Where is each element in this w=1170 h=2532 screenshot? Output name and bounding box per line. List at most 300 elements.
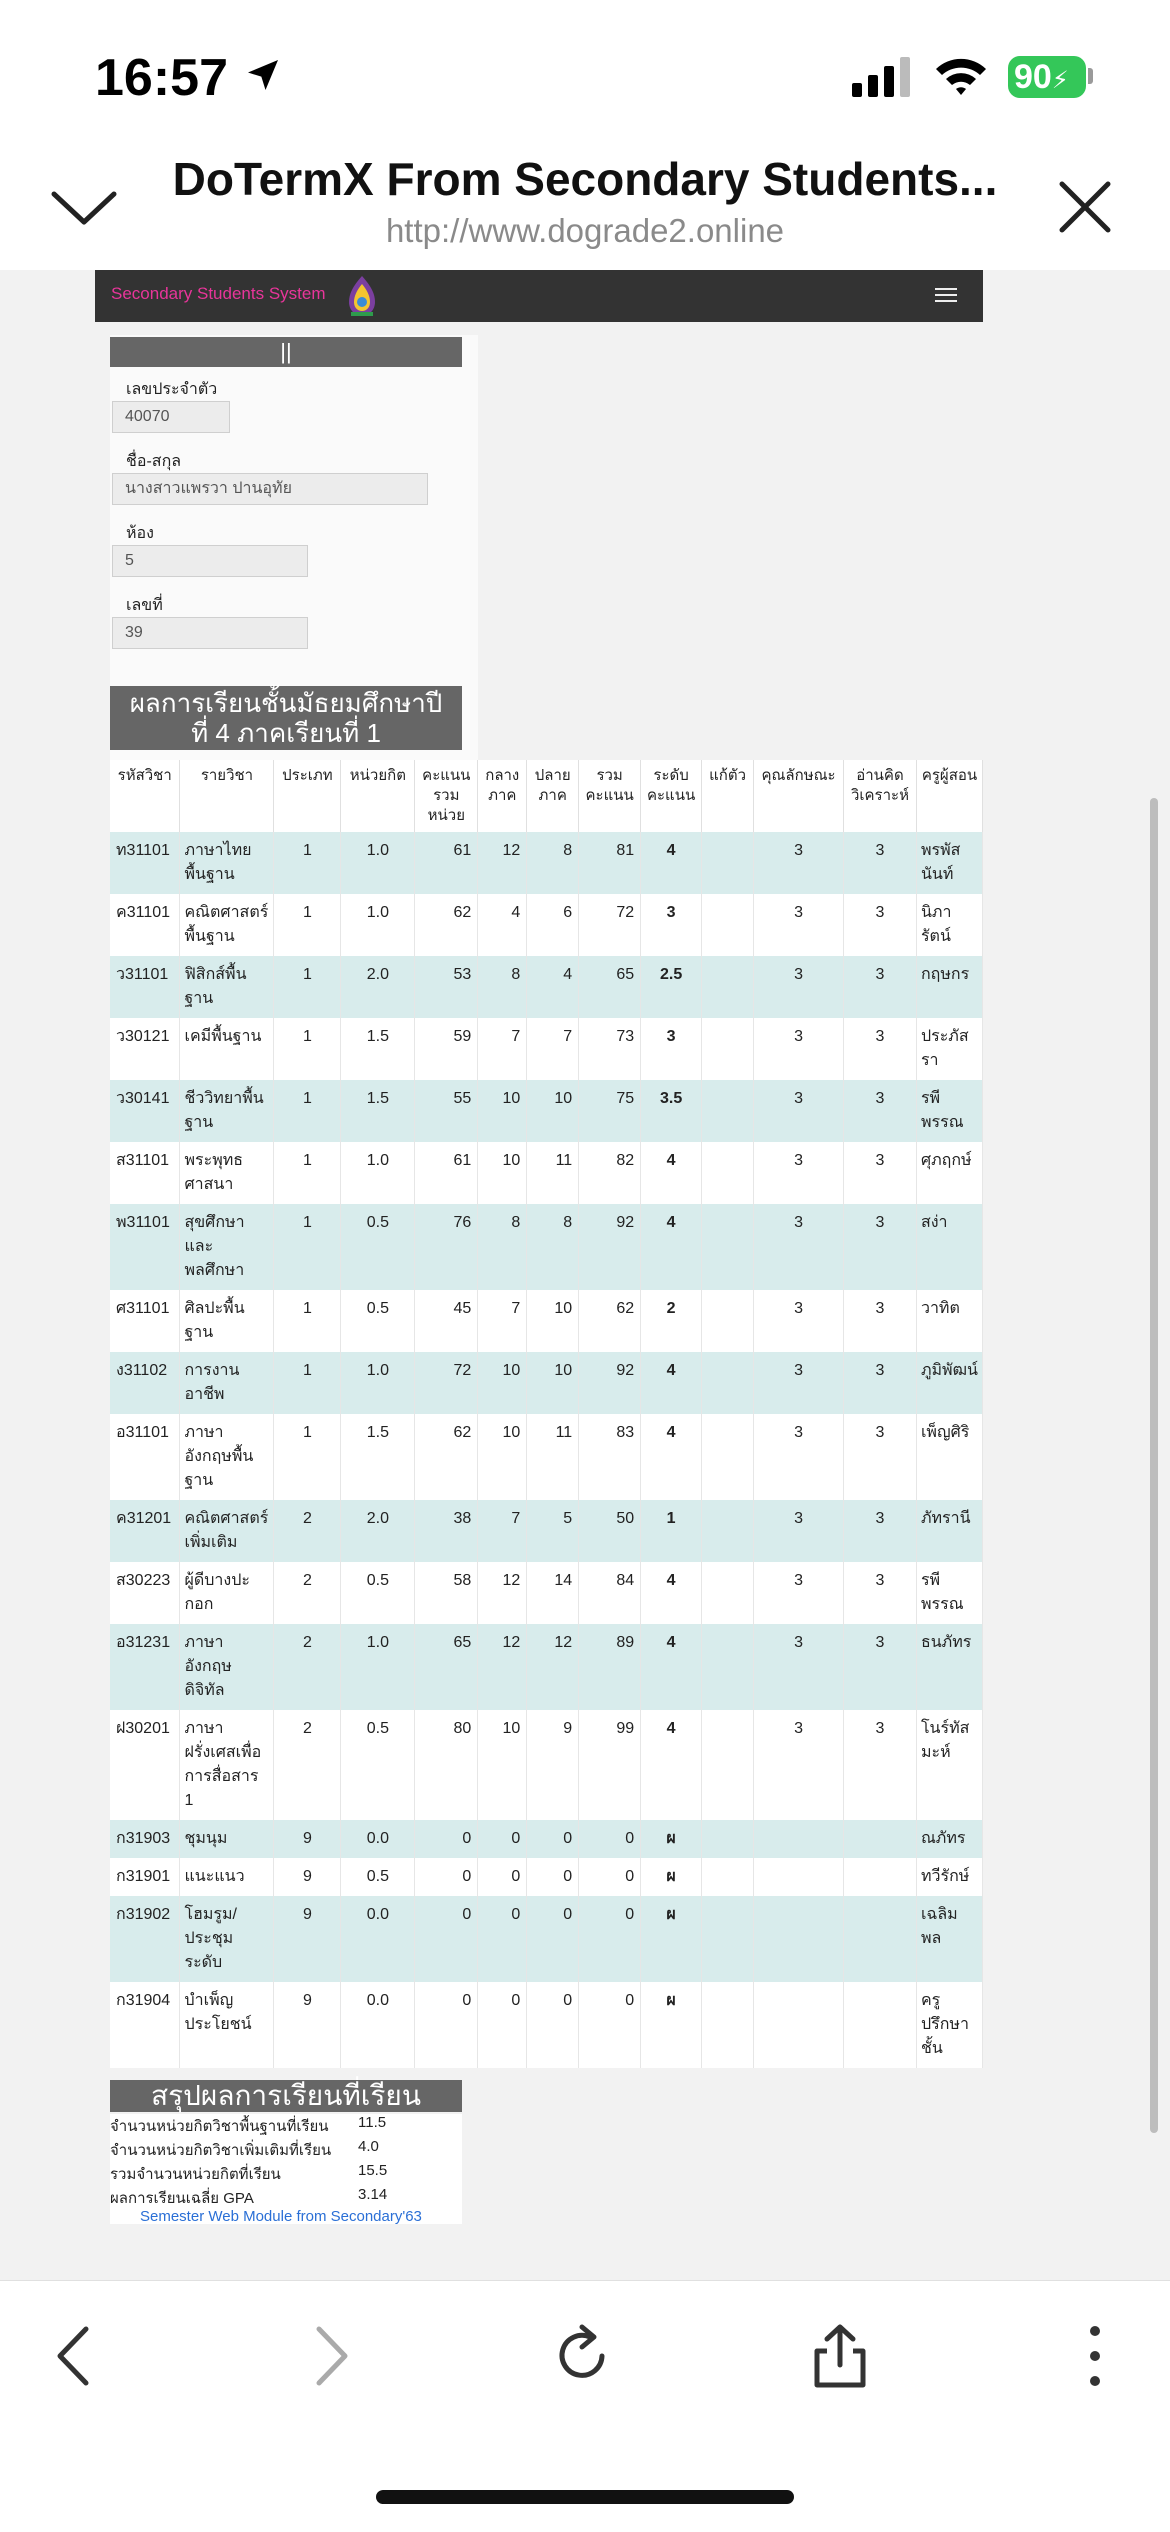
cell-grade: 4 [641, 832, 702, 894]
cell-unit: 53 [415, 956, 478, 1018]
table-row [110, 1500, 983, 1562]
web-content [0, 270, 1170, 2280]
cell-final: 0 [527, 1896, 579, 1982]
summary-total-credits-label: รวมจำนวนหน่วยกิตที่เรียน [110, 2166, 281, 2183]
cell-final: 0 [527, 1982, 579, 2068]
cell-unit: 38 [415, 1500, 478, 1562]
cell-name: ภาษาอังกฤษพื้นฐาน [180, 1414, 274, 1500]
cell-read: 3 [844, 1414, 917, 1500]
cell-teacher: พรพัสนันท์ [916, 832, 982, 894]
cell-name: ชุมนุม [180, 1820, 274, 1858]
cell-mid: 10 [478, 1080, 527, 1142]
cell-read: 3 [844, 1290, 917, 1352]
cell-trait: 3 [754, 1624, 844, 1710]
cell-teacher: เฉลิมพล [916, 1896, 982, 1982]
cell-grade: 2.5 [641, 956, 702, 1018]
cell-name: เคมีพื้นฐาน [180, 1018, 274, 1080]
cell-credit: 1.0 [341, 1352, 415, 1414]
cell-total: 92 [579, 1204, 641, 1290]
chevron-down-icon[interactable] [50, 188, 118, 228]
cell-trait [754, 1820, 844, 1858]
school-logo-icon [345, 274, 379, 318]
cell-total: 84 [579, 1562, 641, 1624]
cell-final: 14 [527, 1562, 579, 1624]
cell-grade: 3 [641, 894, 702, 956]
back-icon[interactable] [40, 2321, 110, 2391]
cell-grade: 3.5 [641, 1080, 702, 1142]
cell-type: 2 [274, 1624, 341, 1710]
cell-read: 3 [844, 1142, 917, 1204]
cellular-signal-icon [852, 57, 914, 97]
cell-code: พ31101 [110, 1204, 180, 1290]
cell-code: ค31201 [110, 1500, 180, 1562]
battery-cap [1088, 68, 1093, 84]
student-id-field[interactable]: 40070 [112, 401, 230, 433]
cell-unit: 65 [415, 1624, 478, 1710]
cell-code: ว30141 [110, 1080, 180, 1142]
cell-retake [702, 1142, 754, 1204]
cell-code: ก31902 [110, 1896, 180, 1982]
cell-grade: 4 [641, 1142, 702, 1204]
cell-credit: 1.0 [341, 1142, 415, 1204]
cell-mid: 12 [478, 832, 527, 894]
cell-trait: 3 [754, 1414, 844, 1500]
cell-unit: 0 [415, 1982, 478, 2068]
cell-trait: 3 [754, 1080, 844, 1142]
cell-total: 92 [579, 1352, 641, 1414]
cell-final: 8 [527, 832, 579, 894]
cell-unit: 0 [415, 1858, 478, 1896]
cell-total: 82 [579, 1142, 641, 1204]
cell-total: 0 [579, 1820, 641, 1858]
cell-retake [702, 832, 754, 894]
cell-credit: 0.5 [341, 1710, 415, 1820]
cell-credit: 1.5 [341, 1080, 415, 1142]
cell-teacher: ธนภัทร [916, 1624, 982, 1710]
table-row [110, 1858, 983, 1896]
page-scrollbar[interactable] [1150, 798, 1158, 2133]
cell-name: ศิลปะพื้นฐาน [180, 1290, 274, 1352]
cell-credit: 1.0 [341, 894, 415, 956]
cell-name: บำเพ็ญประโยชน์ [180, 1982, 274, 2068]
cell-name: แนะแนว [180, 1858, 274, 1896]
site-title[interactable]: Secondary Students System [111, 284, 326, 303]
table-row [110, 1142, 983, 1204]
page-url[interactable]: http://www.dograde2.online [385, 212, 785, 249]
cell-type: 9 [274, 1820, 341, 1858]
cell-final: 0 [527, 1858, 579, 1896]
cell-read: 3 [844, 1080, 917, 1142]
cell-teacher: กฤษกร [916, 956, 982, 1018]
table-row [110, 1290, 983, 1352]
cell-mid: 12 [478, 1562, 527, 1624]
cell-name: ภาษาอังกฤษดิจิทัล [180, 1624, 274, 1710]
cell-final: 5 [527, 1500, 579, 1562]
cell-mid: 7 [478, 1500, 527, 1562]
room-label: ห้อง [126, 525, 154, 542]
cell-unit: 72 [415, 1352, 478, 1414]
cell-teacher: ทวีรักษ์ [916, 1858, 982, 1896]
cell-read [844, 1820, 917, 1858]
table-row [110, 894, 983, 956]
cell-final: 4 [527, 956, 579, 1018]
cell-teacher: ภูมิพัฒน์ [916, 1352, 982, 1414]
cell-grade: 4 [641, 1624, 702, 1710]
cell-total: 0 [579, 1858, 641, 1896]
cell-unit: 61 [415, 1142, 478, 1204]
cell-retake [702, 1896, 754, 1982]
cell-code: อ31231 [110, 1624, 180, 1710]
cell-total: 99 [579, 1710, 641, 1820]
cell-final: 9 [527, 1710, 579, 1820]
cell-type: 9 [274, 1858, 341, 1896]
grades-section-title-line1: ผลการเรียนชั้นมัธยมศึกษาปี [129, 688, 443, 718]
cell-trait: 3 [754, 1710, 844, 1820]
cell-mid: 7 [478, 1018, 527, 1080]
footer-link[interactable]: Semester Web Module from Secondary'63 [140, 2208, 422, 2225]
cell-mid: 7 [478, 1290, 527, 1352]
cell-retake [702, 1500, 754, 1562]
col-header-unit-score: คะแนนรวมหน่วย [415, 760, 478, 832]
cell-total: 83 [579, 1414, 641, 1500]
table-row [110, 1018, 983, 1080]
cell-read: 3 [844, 956, 917, 1018]
cell-mid: 12 [478, 1624, 527, 1710]
cell-trait: 3 [754, 1142, 844, 1204]
battery-level: 90 [1014, 58, 1052, 96]
cell-final: 0 [527, 1820, 579, 1858]
cell-code: ว30121 [110, 1018, 180, 1080]
cell-credit: 0.5 [341, 1290, 415, 1352]
cell-retake [702, 1982, 754, 2068]
cell-trait: 3 [754, 832, 844, 894]
table-row [110, 832, 983, 894]
cell-read [844, 1896, 917, 1982]
cell-credit: 1.0 [341, 1624, 415, 1710]
summary-total-credits-value: 15.5 [358, 2162, 388, 2179]
cell-retake [702, 1204, 754, 1290]
cell-final: 10 [527, 1290, 579, 1352]
cell-retake [702, 1018, 754, 1080]
cell-credit: 0.5 [341, 1562, 415, 1624]
cell-type: 1 [274, 832, 341, 894]
table-row [110, 1352, 983, 1414]
cell-type: 1 [274, 1290, 341, 1352]
cell-teacher: ภัทรานี [916, 1500, 982, 1562]
cell-total: 81 [579, 832, 641, 894]
cell-retake [702, 1414, 754, 1500]
cell-mid: 0 [478, 1820, 527, 1858]
cell-teacher: ณภัทร [916, 1820, 982, 1858]
table-row [110, 1982, 983, 2068]
cell-read: 3 [844, 1204, 917, 1290]
cell-type: 1 [274, 1414, 341, 1500]
cell-retake [702, 1290, 754, 1352]
summary-basic-credits-value: 11.5 [358, 2114, 387, 2131]
cell-trait: 3 [754, 1562, 844, 1624]
summary-extra-credits-label: จำนวนหน่วยกิตวิชาเพิ่มเติมที่เรียน [110, 2142, 332, 2159]
cell-unit: 62 [415, 894, 478, 956]
cell-code: ก31904 [110, 1982, 180, 2068]
cell-type: 1 [274, 1352, 341, 1414]
cell-name: โฮมรูม/ประชุมระดับ [180, 1896, 274, 1982]
cell-type: 2 [274, 1500, 341, 1562]
wifi-icon [934, 55, 988, 97]
cell-code: ว31101 [110, 956, 180, 1018]
room-field[interactable]: 5 [112, 545, 308, 577]
cell-unit: 58 [415, 1562, 478, 1624]
cell-type: 1 [274, 894, 341, 956]
cell-mid: 8 [478, 1204, 527, 1290]
grades-table [110, 760, 983, 2068]
seat-number-field[interactable]: 39 [112, 617, 308, 649]
summary-box [110, 2114, 462, 2224]
location-arrow-icon [243, 55, 283, 95]
col-header-type: ประเภท [274, 760, 341, 832]
cell-final: 6 [527, 894, 579, 956]
cell-grade: 4 [641, 1710, 702, 1820]
cell-total: 0 [579, 1896, 641, 1982]
cell-teacher: นิภารัตน์ [916, 894, 982, 956]
cell-type: 2 [274, 1710, 341, 1820]
cell-retake [702, 1624, 754, 1710]
cell-retake [702, 1820, 754, 1858]
cell-unit: 61 [415, 832, 478, 894]
cell-read: 3 [844, 1562, 917, 1624]
cell-credit: 1.5 [341, 1018, 415, 1080]
cell-read: 3 [844, 894, 917, 956]
cell-trait [754, 1896, 844, 1982]
cell-final: 11 [527, 1142, 579, 1204]
cell-name: ภาษาฝรั่งเศสเพื่อการสื่อสาร 1 [180, 1710, 274, 1820]
status-time: 16:57 [95, 49, 228, 107]
cell-read: 3 [844, 1018, 917, 1080]
cell-retake [702, 1710, 754, 1820]
cell-code: อ31101 [110, 1414, 180, 1500]
cell-retake [702, 956, 754, 1018]
col-header-teacher: ครูผู้สอน [916, 760, 982, 832]
cell-unit: 0 [415, 1820, 478, 1858]
cell-code: ส31101 [110, 1142, 180, 1204]
table-row [110, 1562, 983, 1624]
table-row [110, 1414, 983, 1500]
col-header-retake: แก้ตัว [702, 760, 754, 832]
cell-read [844, 1858, 917, 1896]
cell-teacher: เพ็ญศิริ [916, 1414, 982, 1500]
cell-grade: 3 [641, 1018, 702, 1080]
table-row [110, 1080, 983, 1142]
cell-read [844, 1982, 917, 2068]
site-navbar [95, 270, 983, 322]
cell-retake [702, 1080, 754, 1142]
col-header-code: รหัสวิชา [110, 760, 180, 832]
cell-trait [754, 1982, 844, 2068]
summary-gpa-label: ผลการเรียนเฉลี่ย GPA [110, 2190, 254, 2207]
cell-teacher: ประภัสรา [916, 1018, 982, 1080]
cell-grade: 1 [641, 1500, 702, 1562]
cell-credit: 0.0 [341, 1982, 415, 2068]
cell-total: 50 [579, 1500, 641, 1562]
col-header-credit: หน่วยกิต [341, 760, 415, 832]
cell-mid: 0 [478, 1982, 527, 2068]
cell-type: 9 [274, 1982, 341, 2068]
cell-read: 3 [844, 1500, 917, 1562]
cell-retake [702, 1562, 754, 1624]
col-header-trait: คุณลักษณะ [754, 760, 844, 832]
cell-name: ภาษาไทยพื้นฐาน [180, 832, 274, 894]
cell-code: ก31903 [110, 1820, 180, 1858]
cell-code: ศ31101 [110, 1290, 180, 1352]
cell-retake [702, 1352, 754, 1414]
cell-grade: 4 [641, 1352, 702, 1414]
cell-code: ส30223 [110, 1562, 180, 1624]
cell-credit: 0.0 [341, 1820, 415, 1858]
col-header-grade: ระดับคะแนน [641, 760, 702, 832]
cell-mid: 8 [478, 956, 527, 1018]
cell-name: คณิตศาสตร์พื้นฐาน [180, 894, 274, 956]
cell-type: 9 [274, 1896, 341, 1982]
col-header-midterm: กลางภาค [478, 760, 527, 832]
cell-grade: ผ [641, 1820, 702, 1858]
cell-grade: 4 [641, 1562, 702, 1624]
cell-total: 89 [579, 1624, 641, 1710]
status-bar [0, 0, 1170, 140]
cell-credit: 1.0 [341, 832, 415, 894]
cell-mid: 10 [478, 1352, 527, 1414]
cell-teacher: ครูปรึกษาชั้น [916, 1982, 982, 2068]
cell-read: 3 [844, 1710, 917, 1820]
cell-trait: 3 [754, 1500, 844, 1562]
cell-mid: 10 [478, 1142, 527, 1204]
cell-read: 3 [844, 1352, 917, 1414]
cell-grade: ผ [641, 1982, 702, 2068]
cell-credit: 0.5 [341, 1204, 415, 1290]
cell-trait: 3 [754, 1352, 844, 1414]
cell-mid: 0 [478, 1858, 527, 1896]
cell-trait: 3 [754, 1290, 844, 1352]
cell-final: 10 [527, 1080, 579, 1142]
cell-mid: 0 [478, 1896, 527, 1982]
col-header-final: ปลายภาค [527, 760, 579, 832]
cell-unit: 62 [415, 1414, 478, 1500]
cell-grade: 4 [641, 1204, 702, 1290]
cell-name: การงานอาชีพ [180, 1352, 274, 1414]
cell-grade: 2 [641, 1290, 702, 1352]
page-title: DoTermX From Secondary Students... [172, 153, 998, 205]
cell-teacher: วาทิต [916, 1290, 982, 1352]
cell-code: ฝ30201 [110, 1710, 180, 1820]
battery-indicator [1008, 56, 1086, 98]
summary-gpa-value: 3.14 [358, 2186, 388, 2203]
cell-teacher: สง่า [916, 1204, 982, 1290]
cell-name: ผู้ดีบางปะกอก [180, 1562, 274, 1624]
table-row [110, 956, 983, 1018]
info-panel-header: || [110, 337, 462, 367]
student-name-label: ชื่อ-สกุล [126, 453, 182, 470]
cell-trait: 3 [754, 894, 844, 956]
cell-unit: 80 [415, 1710, 478, 1820]
grades-section-title-line2: ที่ 4 ภาคเรียนที่ 1 [191, 718, 381, 748]
table-row [110, 1624, 983, 1710]
cell-type: 1 [274, 956, 341, 1018]
hamburger-menu-icon[interactable] [935, 286, 957, 304]
cell-unit: 55 [415, 1080, 478, 1142]
reload-icon[interactable] [548, 2321, 618, 2391]
cell-code: ก31901 [110, 1858, 180, 1896]
cell-trait [754, 1858, 844, 1896]
cell-teacher: รพีพรรณ [916, 1562, 982, 1624]
cell-retake [702, 894, 754, 956]
cell-grade: ผ [641, 1896, 702, 1982]
home-indicator [376, 2490, 794, 2504]
cell-trait: 3 [754, 1204, 844, 1290]
cell-name: พระพุทธศาสนา [180, 1142, 274, 1204]
seat-number-label: เลขที่ [126, 597, 163, 614]
cell-grade: 4 [641, 1414, 702, 1500]
cell-name: คณิตศาสตร์เพิ่มเติม [180, 1500, 274, 1562]
summary-title: สรุปผลการเรียนที่เรียน [110, 2080, 462, 2112]
cell-unit: 76 [415, 1204, 478, 1290]
table-row [110, 1820, 983, 1858]
cell-trait: 3 [754, 956, 844, 1018]
col-header-total: รวมคะแนน [579, 760, 641, 832]
cell-total: 65 [579, 956, 641, 1018]
cell-final: 11 [527, 1414, 579, 1500]
cell-mid: 10 [478, 1710, 527, 1820]
cell-grade: ผ [641, 1858, 702, 1896]
cell-final: 12 [527, 1624, 579, 1710]
cell-retake [702, 1858, 754, 1896]
cell-type: 1 [274, 1080, 341, 1142]
cell-code: ค31101 [110, 894, 180, 956]
cell-name: ฟิสิกส์พื้นฐาน [180, 956, 274, 1018]
cell-teacher: รพีพรรณ [916, 1080, 982, 1142]
cell-credit: 2.0 [341, 956, 415, 1018]
student-name-field[interactable]: นางสาวแพรวา ปานอุทัย [112, 473, 428, 505]
cell-teacher: โนร์ทัสมะห์ [916, 1710, 982, 1820]
summary-basic-credits-label: จำนวนหน่วยกิตวิชาพื้นฐานที่เรียน [110, 2118, 329, 2135]
cell-credit: 0.0 [341, 1896, 415, 1982]
cell-final: 8 [527, 1204, 579, 1290]
cell-name: ชีววิทยาพื้นฐาน [180, 1080, 274, 1142]
table-row [110, 1896, 983, 1982]
cell-unit: 59 [415, 1018, 478, 1080]
cell-credit: 2.0 [341, 1500, 415, 1562]
cell-mid: 10 [478, 1414, 527, 1500]
cell-read: 3 [844, 832, 917, 894]
cell-type: 1 [274, 1142, 341, 1204]
cell-credit: 1.5 [341, 1414, 415, 1500]
grades-section-title [110, 686, 462, 750]
more-options-icon[interactable] [1060, 2321, 1130, 2391]
cell-final: 7 [527, 1018, 579, 1080]
share-icon[interactable] [805, 2321, 875, 2391]
col-header-subject: รายวิชา [180, 760, 274, 832]
charging-bolt-icon: ⚡ [1051, 67, 1069, 94]
table-row [110, 1204, 983, 1290]
cell-total: 0 [579, 1982, 641, 2068]
cell-total: 72 [579, 894, 641, 956]
cell-type: 1 [274, 1018, 341, 1080]
cell-total: 73 [579, 1018, 641, 1080]
close-icon[interactable] [1058, 180, 1112, 234]
cell-read: 3 [844, 1624, 917, 1710]
cell-total: 62 [579, 1290, 641, 1352]
forward-icon[interactable] [295, 2321, 365, 2391]
col-header-reading: อ่านคิดวิเคราะห์ [844, 760, 917, 832]
cell-final: 10 [527, 1352, 579, 1414]
grades-header-row [110, 760, 983, 832]
